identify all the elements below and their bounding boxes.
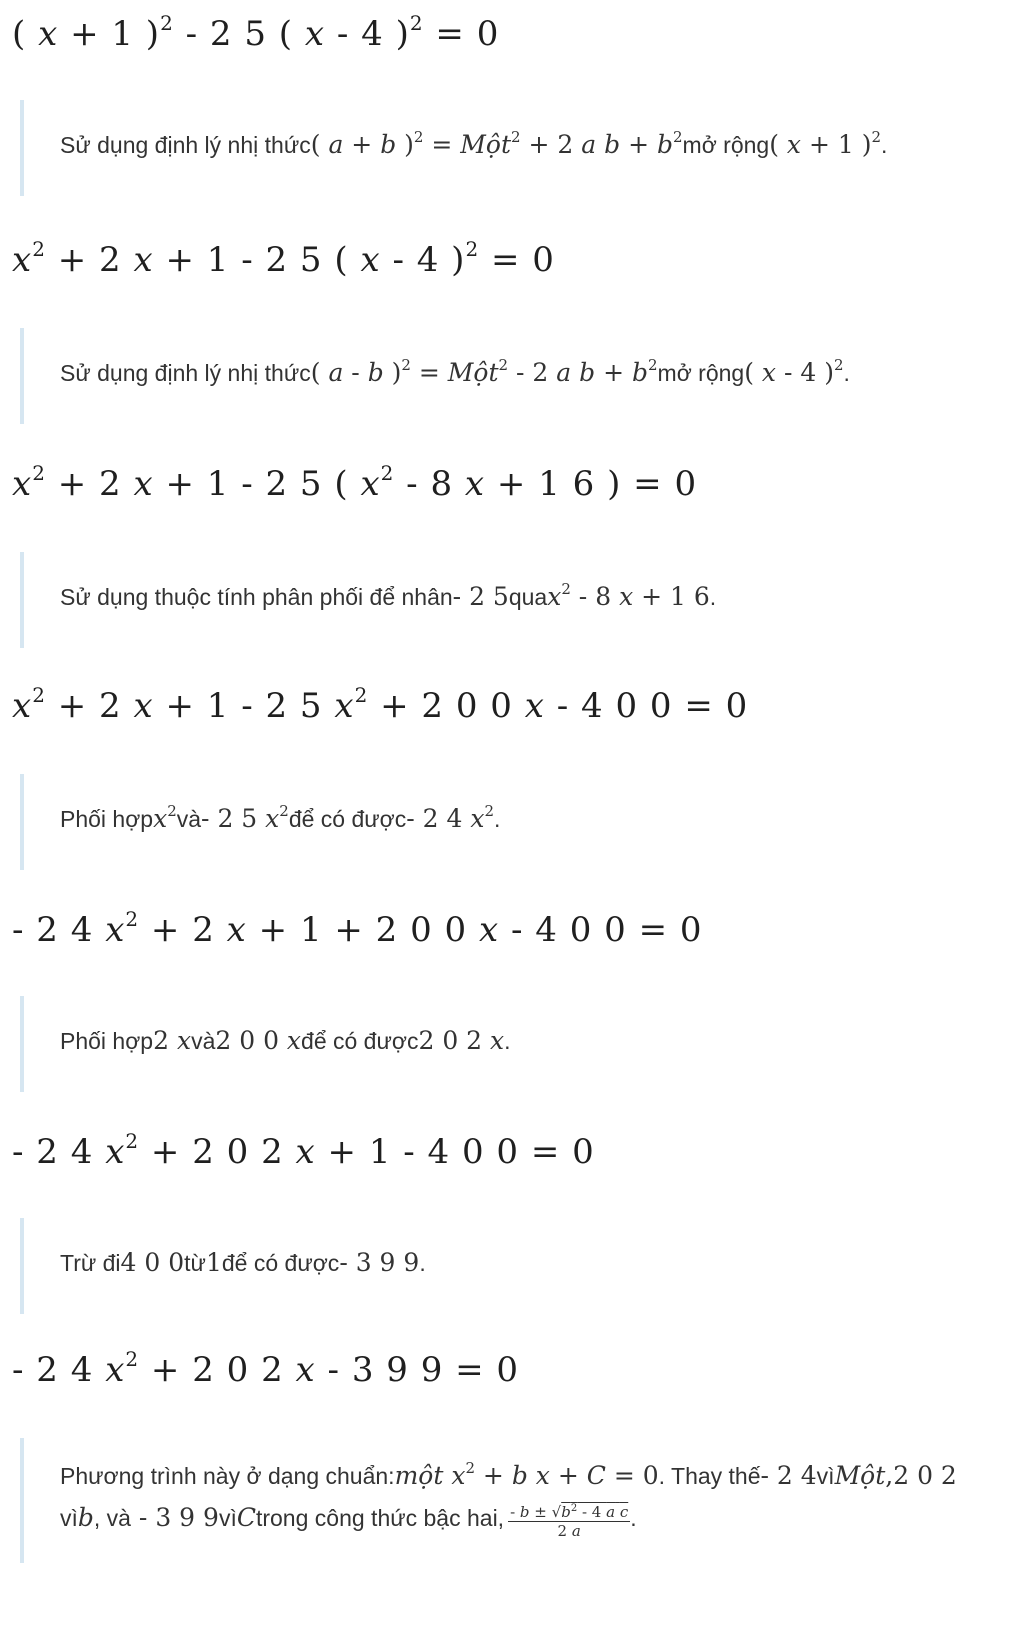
explanation-text: để có được [301,1028,419,1054]
explanation-text: từ [184,1250,206,1276]
explanation-text: Phương trình này ở dạng chuẩn: [60,1463,395,1489]
explanation-text: mở rộng [657,360,745,386]
explanation-step-5: Phối hợp2 xvà2 0 0 xđể có được2 0 2 x. [20,996,1010,1092]
explanation-step-4: Phối hợpx$^2$và- 2 5 $x^2để$ có được- 2 4 $x^2$. [20,774,1010,870]
explanation-text: Phối hợp [60,806,154,832]
explanation-step-3: Sử dụng thuộc tính phân phối để nhân- 2 5quax$^2$ - 8 x + 1 6. [20,552,1010,648]
explanation-text: Phối hợp [60,1028,154,1054]
equation-step-5: - 2 4 $x^2 + 2$ x + 1 + 2 0 0 x - 4 0 0 = 0 [12,907,703,950]
equation-step-2: $x^2 + 2$ x + 1 - 2 5 ( x - 4 )$^2$ = 0 [12,237,555,280]
explanation-text: Sử dụng định lý nhị thức [60,360,311,386]
explanation-step-2: Sử dụng định lý nhị thức( a - b )$^2$ = Một$^2$ - 2 a $b + b^2mở$ rộng( x - 4 )$^2$. [20,328,1010,424]
equation-step-6: - 2 4 $x^2 + 2$ 0 2 x + 1 - 4 0 0 = 0 [12,1129,595,1172]
explanation-text: Sử dụng thuộc tính phân phối để nhân [60,584,453,610]
equation-step-4: $x^2 + 2$ x + 1 - 2 5 $x^2 + 2$ 0 0 x - 4 0 0 = 0 [12,683,749,726]
equation-step-1: ( x + 1 )$^2$ - 2 5 ( x - 4 )$^2$ = 0 [12,11,500,54]
explanation-step-1: Sử dụng định lý nhị thức( a + b )$^2$ = Một$^2$ + 2 a $b + b^2mở$ rộng( x + 1 )$^2$. [20,100,1010,196]
explanation-step-7: Phương trình này ở dạng chuẩn:một $x^2 + b$ x + C = 0. Thay thế- 2 4vìMột,2 0 2 vìb, và - 3 9 9vìCtrong công thức bậc hai, $\frac{- b \pm √b^2 - 4 a c}{2 a}$ . [20,1438,1010,1563]
explanation-text: và [191,1028,216,1054]
explanation-text: , và [93,1505,131,1531]
explanation-text: Sử dụng định lý nhị thức [60,132,311,158]
equation-step-7: - 2 4 $x^2 + 2$ 0 2 x - 3 9 9 = 0 [12,1347,520,1390]
quadratic-formula: $\frac{- b \pm √b^2 - 4 a c}{2 a}$ [508,1500,630,1540]
equation-step-3: $x^2 + 2$ x + 1 - 2 5 ( $x^2 - 8$ x + 1 6 ) = 0 [12,461,698,504]
explanation-text: để có được [288,806,407,832]
explanation-text: vì [218,1505,237,1531]
explanation-text: và [176,806,202,832]
explanation-text: qua [508,584,548,610]
explanation-text: Thay thế [671,1463,761,1489]
explanation-step-6: Trừ đi4 0 0từ1để có được- 3 9 9. [20,1218,1010,1314]
explanation-text: vì [816,1463,835,1489]
explanation-text: Trừ đi [60,1250,121,1276]
explanation-text: mở rộng [682,132,770,158]
explanation-text: trong công thức bậc hai, [255,1505,505,1531]
explanation-text: để có được [221,1250,340,1276]
explanation-text: vì [60,1505,78,1531]
